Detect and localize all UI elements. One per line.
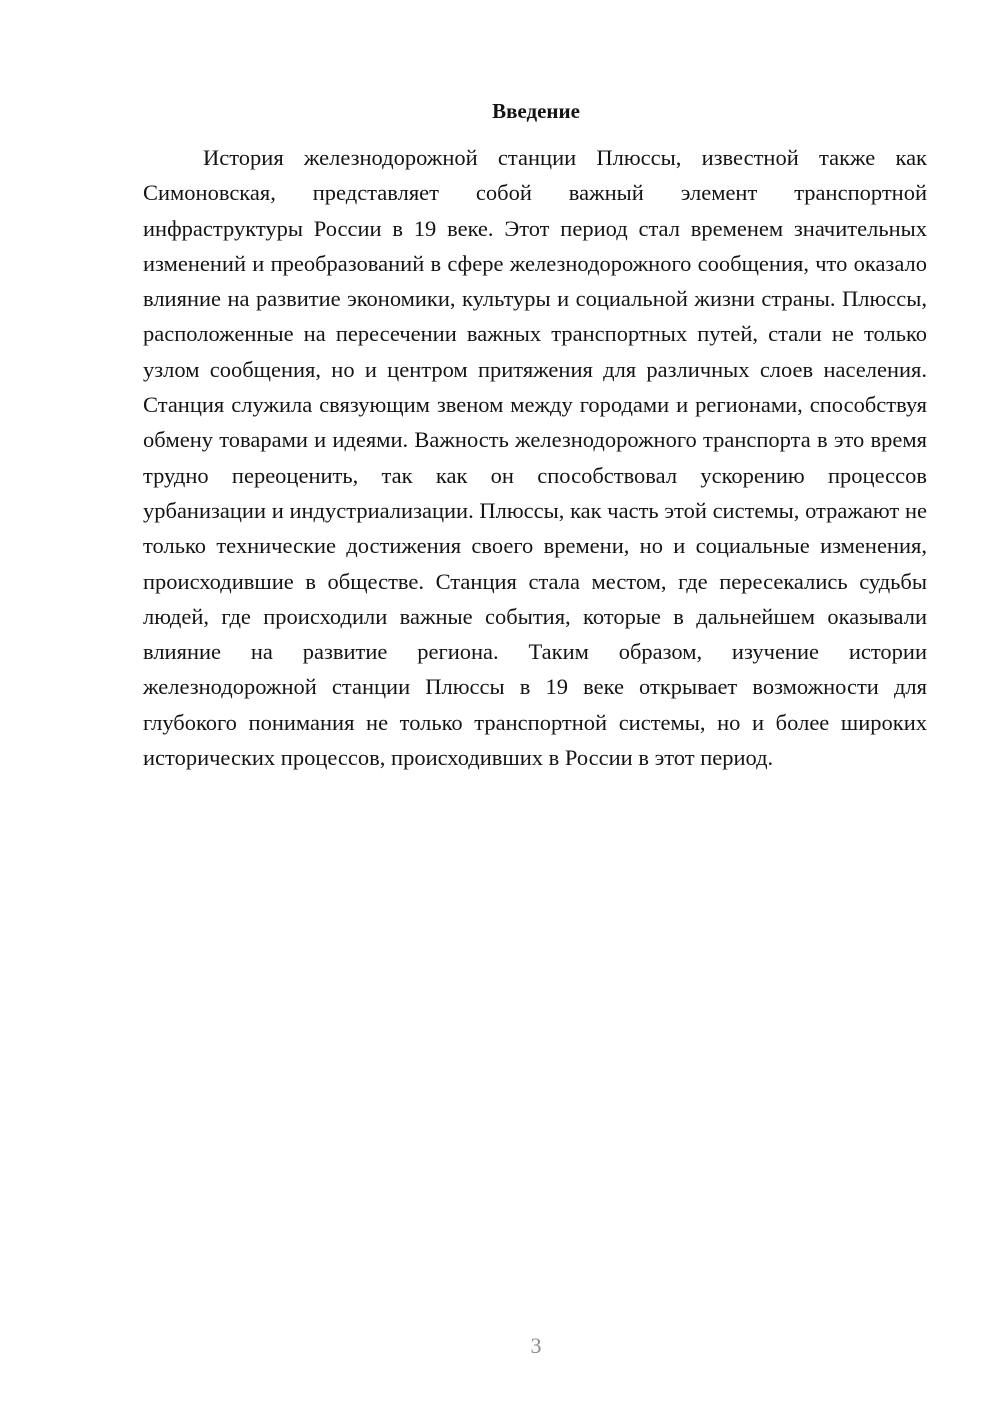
page-number: 3 bbox=[530, 1333, 542, 1358]
body-paragraph: История железнодорожной станции Плюссы, известной также как Симоновская, представляет собой важный элемент транспортной инфраструктуры России в 19 веке. Этот период стал временем значительных изменений и преобразований в сфере железнодорожного сообщения, что оказало влияние на развитие экономики, культуры и социальной жизни страны. Плюссы, расположенные на пересечении важных транспортных путей, стали не только узлом сообщения, но и центром притяжения для различных слоев населения. Станция служила связующим звеном между городами и регионами, способствуя обмену товарами и идеями. Важность железнодорожного транспорта в это время трудно переоценить, так как он способствовал ускорению процессов урбанизации и индустриализации. Плюссы, как часть этой системы, отражают не только технические достижения своего времени, но и социальные изменения, происходившие в обществе. Станция стала местом, где пересекались судьбы людей, где происходили важные события, которые в дальнейшем оказывали влияние на развитие региона. Таким образом, изучение истории железнодорожной станции Плюссы в 19 веке открывает возможности для глубокого понимания не только транспортной системы, но и более широких исторических процессов, происходивших в России в этот период. bbox=[143, 145, 927, 771]
section-title: Введение bbox=[492, 99, 580, 123]
